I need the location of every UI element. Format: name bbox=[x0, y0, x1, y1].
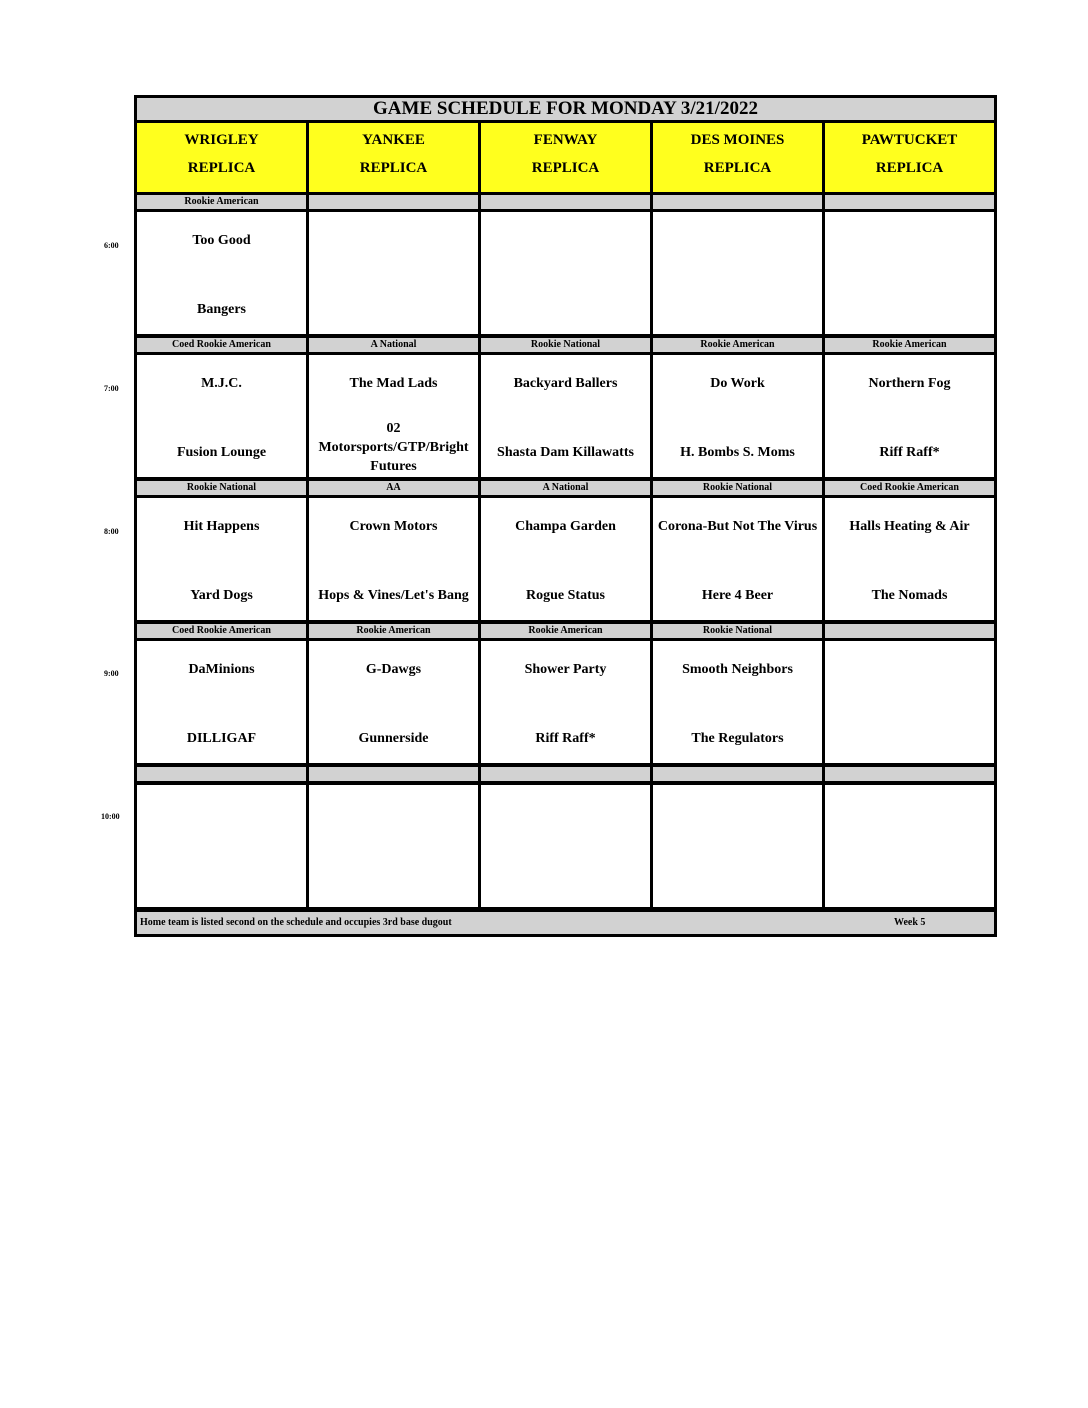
field-name: DES MOINES bbox=[690, 132, 785, 148]
game-cell bbox=[137, 785, 306, 907]
home-team bbox=[139, 859, 304, 905]
game-cell bbox=[653, 641, 822, 763]
time-label: 9:00 bbox=[104, 669, 119, 678]
away-team bbox=[827, 221, 992, 259]
game-cell bbox=[481, 355, 650, 477]
game-cell bbox=[309, 641, 478, 763]
away-team: Too Good bbox=[192, 232, 251, 248]
away-team bbox=[139, 794, 304, 832]
division-label bbox=[825, 767, 994, 781]
field-type: REPLICA bbox=[875, 160, 944, 176]
division-label: Rookie National bbox=[653, 624, 822, 638]
game-cell bbox=[653, 785, 822, 907]
time-label: 10:00 bbox=[101, 812, 120, 821]
home-team bbox=[655, 859, 820, 905]
away-team: M.J.C. bbox=[201, 375, 242, 391]
schedule-table bbox=[134, 95, 997, 937]
division-label: Rookie American bbox=[309, 624, 478, 638]
home-team-note: Home team is listed second on the schedule and occupies 3rd base dugout bbox=[140, 917, 452, 928]
game-cell bbox=[653, 498, 822, 620]
away-team: Northern Fog bbox=[868, 375, 951, 391]
home-team bbox=[827, 715, 992, 761]
away-team: The Mad Lads bbox=[349, 375, 438, 391]
field-name: YANKEE bbox=[362, 132, 425, 148]
game-cell bbox=[309, 355, 478, 477]
division-label bbox=[309, 195, 478, 209]
schedule-title: GAME SCHEDULE FOR MONDAY 3/21/2022 bbox=[137, 98, 994, 120]
division-label: Rookie American bbox=[825, 338, 994, 352]
game-cell bbox=[825, 641, 994, 763]
division-label: A National bbox=[481, 481, 650, 495]
field-type: REPLICA bbox=[703, 160, 772, 176]
division-label: Rookie American bbox=[481, 624, 650, 638]
week-label: Week 5 bbox=[894, 917, 926, 928]
division-label: Rookie National bbox=[481, 338, 650, 352]
game-cell bbox=[481, 498, 650, 620]
field-type: REPLICA bbox=[531, 160, 600, 176]
field-header-yankee bbox=[309, 123, 478, 192]
home-team bbox=[483, 286, 648, 332]
home-team: Rogue Status bbox=[526, 587, 605, 603]
division-label bbox=[137, 767, 306, 781]
away-team: Hit Happens bbox=[183, 518, 260, 534]
field-type: REPLICA bbox=[187, 160, 256, 176]
field-header-fenway bbox=[481, 123, 650, 192]
game-cell bbox=[481, 212, 650, 334]
field-name: PAWTUCKET bbox=[861, 132, 958, 148]
division-label: Rookie National bbox=[137, 481, 306, 495]
home-team: Yard Dogs bbox=[190, 587, 253, 603]
field-header-pawtucket bbox=[825, 123, 994, 192]
division-label: AA bbox=[309, 481, 478, 495]
division-label: Rookie American bbox=[653, 338, 822, 352]
away-team: Halls Heating & Air bbox=[849, 518, 970, 534]
game-cell bbox=[825, 212, 994, 334]
game-cell bbox=[825, 785, 994, 907]
away-team: Backyard Ballers bbox=[513, 375, 618, 391]
game-cell bbox=[653, 212, 822, 334]
away-team bbox=[655, 221, 820, 259]
division-label bbox=[825, 624, 994, 638]
home-team: Gunnerside bbox=[358, 730, 429, 746]
game-cell bbox=[309, 785, 478, 907]
home-team: The Nomads bbox=[871, 587, 948, 603]
game-cell bbox=[481, 785, 650, 907]
away-team bbox=[311, 794, 476, 832]
home-team: 02 Motorsports/GTP/Bright Futures bbox=[318, 420, 469, 474]
away-team bbox=[827, 650, 992, 688]
game-cell bbox=[137, 212, 306, 334]
game-cell bbox=[309, 498, 478, 620]
division-label: A National bbox=[309, 338, 478, 352]
game-cell bbox=[137, 355, 306, 477]
game-cell bbox=[481, 641, 650, 763]
home-team bbox=[483, 859, 648, 905]
away-team bbox=[655, 794, 820, 832]
away-team: Corona-But Not The Virus bbox=[657, 518, 818, 534]
home-team: Here 4 Beer bbox=[701, 587, 774, 603]
field-header-wrigley bbox=[137, 123, 306, 192]
away-team bbox=[827, 794, 992, 832]
home-team: The Regulators bbox=[691, 730, 784, 746]
away-team bbox=[311, 221, 476, 259]
field-name: FENWAY bbox=[533, 132, 598, 148]
division-label: Rookie National bbox=[653, 481, 822, 495]
division-label bbox=[481, 767, 650, 781]
game-cell bbox=[309, 212, 478, 334]
field-header-des-moines bbox=[653, 123, 822, 192]
home-team: H. Bombs S. Moms bbox=[680, 444, 795, 460]
game-cell bbox=[137, 498, 306, 620]
game-cell bbox=[137, 641, 306, 763]
home-team: DILLIGAF bbox=[186, 730, 257, 746]
division-label: Coed Rookie American bbox=[137, 338, 306, 352]
away-team: Shower Party bbox=[524, 661, 607, 677]
division-label: Coed Rookie American bbox=[137, 624, 306, 638]
home-team bbox=[311, 286, 476, 332]
home-team: Riff Raff* bbox=[879, 444, 940, 460]
home-team bbox=[827, 286, 992, 332]
away-team bbox=[483, 221, 648, 259]
game-cell bbox=[653, 355, 822, 477]
away-team: Crown Motors bbox=[349, 518, 438, 534]
away-team: G-Dawgs bbox=[365, 661, 422, 677]
away-team: Do Work bbox=[710, 375, 765, 391]
division-label bbox=[653, 195, 822, 209]
time-label: 8:00 bbox=[104, 527, 119, 536]
away-team: DaMinions bbox=[188, 661, 255, 677]
schedule-footer bbox=[137, 912, 994, 934]
home-team: Fusion Lounge bbox=[176, 444, 267, 460]
home-team: Shasta Dam Killawatts bbox=[497, 444, 634, 460]
division-label: Rookie American bbox=[137, 195, 306, 209]
time-label: 7:00 bbox=[104, 384, 119, 393]
field-type: REPLICA bbox=[359, 160, 428, 176]
game-cell bbox=[825, 498, 994, 620]
away-team bbox=[483, 794, 648, 832]
away-team: Champa Garden bbox=[515, 518, 616, 534]
home-team bbox=[311, 859, 476, 905]
division-label bbox=[309, 767, 478, 781]
home-team: Bangers bbox=[197, 301, 246, 317]
division-label bbox=[481, 195, 650, 209]
division-label bbox=[653, 767, 822, 781]
away-team: Smooth Neighbors bbox=[682, 661, 793, 677]
division-label: Coed Rookie American bbox=[825, 481, 994, 495]
time-label: 6:00 bbox=[104, 241, 119, 250]
home-team bbox=[827, 859, 992, 905]
home-team bbox=[655, 286, 820, 332]
home-team: Hops & Vines/Let's Bang bbox=[318, 587, 469, 603]
field-name: WRIGLEY bbox=[184, 132, 259, 148]
division-label bbox=[825, 195, 994, 209]
home-team: Riff Raff* bbox=[535, 730, 596, 746]
game-cell bbox=[825, 355, 994, 477]
